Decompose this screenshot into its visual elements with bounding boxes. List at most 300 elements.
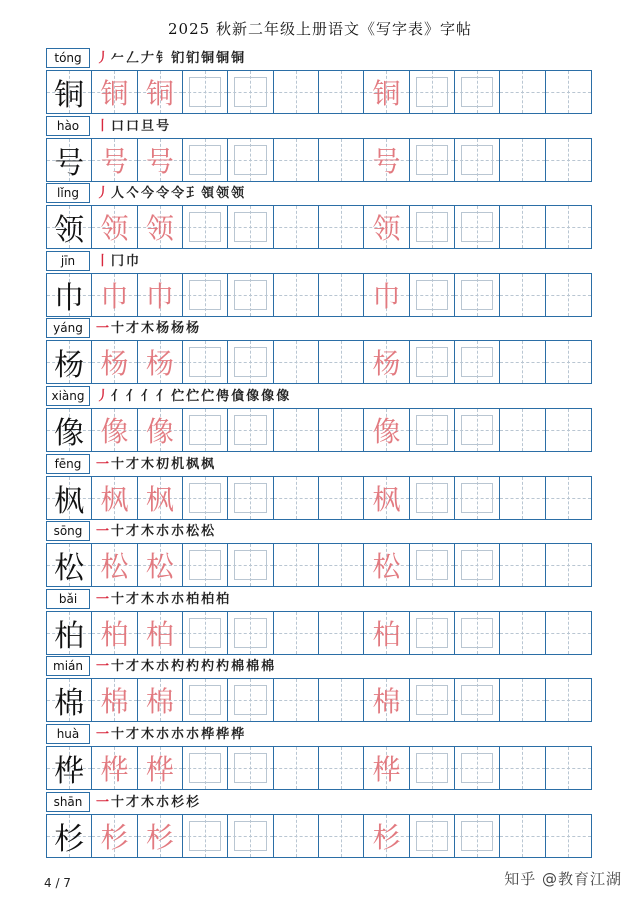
grid-cell[interactable] [455, 612, 500, 654]
inner-guide-box [461, 821, 493, 851]
grid-cell[interactable] [546, 206, 591, 248]
pinyin-label: hào [46, 116, 90, 136]
grid-cell[interactable] [319, 206, 364, 248]
inner-guide-box [416, 415, 448, 445]
grid-cell[interactable] [138, 139, 183, 181]
inner-guide-box [461, 685, 493, 715]
model-character: 柏 [54, 618, 85, 654]
trace-character: 杉 [145, 820, 174, 854]
inner-guide-box [234, 550, 266, 580]
inner-guide-box [416, 550, 448, 580]
stroke-step: 才 [126, 591, 142, 607]
grid-cell[interactable] [546, 409, 591, 451]
writing-grid [46, 476, 592, 520]
grid-cell[interactable] [47, 274, 92, 316]
grid-cell[interactable] [364, 477, 409, 519]
grid-cell[interactable] [228, 544, 273, 586]
grid-cell[interactable] [92, 612, 137, 654]
grid-cell[interactable] [364, 139, 409, 181]
trace-character: 松 [372, 550, 401, 584]
inner-guide-box [416, 483, 448, 513]
grid-cell[interactable] [274, 544, 319, 586]
inner-guide-box [461, 347, 493, 377]
writing-grid [46, 205, 592, 249]
stroke-step: 巾 [126, 253, 142, 269]
grid-cell[interactable] [228, 206, 273, 248]
inner-guide-box [234, 77, 266, 107]
inner-guide-box [461, 550, 493, 580]
grid-cell[interactable] [183, 71, 228, 113]
grid-cell[interactable] [500, 477, 545, 519]
grid-cell[interactable] [274, 206, 319, 248]
stroke-step: 柏 [186, 591, 202, 607]
trace-character: 杨 [100, 347, 129, 381]
trace-character: 棉 [100, 685, 129, 719]
grid-cell[interactable] [228, 747, 273, 789]
grid-cell[interactable] [455, 544, 500, 586]
inner-guide-box [234, 280, 266, 310]
grid-cell[interactable] [455, 815, 500, 857]
grid-cell[interactable] [138, 612, 183, 654]
stroke-step: 才 [126, 659, 142, 675]
grid-cell[interactable] [319, 341, 364, 383]
grid-cell[interactable] [183, 747, 228, 789]
grid-cell[interactable] [455, 71, 500, 113]
stroke-step: 钔 [186, 51, 202, 66]
grid-cell[interactable] [455, 679, 500, 721]
practice-row [46, 318, 592, 386]
trace-character: 领 [100, 212, 129, 246]
grid-cell[interactable] [138, 544, 183, 586]
grid-cell[interactable] [500, 274, 545, 316]
grid-cell[interactable] [546, 747, 591, 789]
stroke-step: 亻 [156, 388, 172, 404]
grid-cell[interactable] [410, 544, 455, 586]
grid-cell[interactable] [183, 139, 228, 181]
grid-cell[interactable] [500, 71, 545, 113]
grid-cell[interactable] [319, 612, 364, 654]
inner-guide-box [234, 145, 266, 175]
grid-cell[interactable] [183, 544, 228, 586]
pinyin-label: fēng [46, 454, 90, 474]
grid-cell[interactable] [410, 679, 455, 721]
stroke-step: 丿 [96, 51, 112, 66]
writing-grid [46, 746, 592, 790]
grid-cell[interactable] [319, 139, 364, 181]
model-character: 像 [54, 415, 85, 451]
grid-cell[interactable] [500, 409, 545, 451]
inner-guide-box [416, 212, 448, 242]
pinyin-label: xiàng [46, 386, 90, 406]
stroke-step: 像 [246, 388, 262, 404]
grid-cell[interactable] [228, 477, 273, 519]
trace-character: 枫 [372, 482, 401, 516]
stroke-order [96, 117, 171, 137]
trace-character: 杨 [145, 347, 174, 381]
inner-guide-box [461, 618, 493, 648]
grid-cell[interactable] [319, 747, 364, 789]
inner-guide-box [189, 77, 221, 107]
trace-character: 柏 [145, 617, 174, 651]
stroke-step: 木 [141, 321, 157, 337]
grid-cell[interactable] [274, 679, 319, 721]
grid-cell[interactable] [183, 409, 228, 451]
grid-cell[interactable] [183, 612, 228, 654]
grid-cell[interactable] [500, 341, 545, 383]
inner-guide-box [189, 212, 221, 242]
inner-guide-box [234, 618, 266, 648]
grid-cell[interactable] [92, 274, 137, 316]
stroke-step: 朩 [171, 591, 187, 607]
grid-cell[interactable] [410, 477, 455, 519]
grid-cell[interactable] [455, 409, 500, 451]
grid-cell[interactable] [47, 206, 92, 248]
grid-cell[interactable] [274, 139, 319, 181]
grid-cell[interactable] [274, 274, 319, 316]
grid-cell[interactable] [364, 815, 409, 857]
inner-guide-box [461, 212, 493, 242]
grid-cell[interactable] [364, 747, 409, 789]
grid-cell[interactable] [274, 477, 319, 519]
practice-row [46, 251, 592, 319]
grid-cell[interactable] [274, 747, 319, 789]
grid-cell[interactable] [455, 747, 500, 789]
practice-row [46, 656, 592, 724]
stroke-step: 朩 [156, 659, 172, 675]
grid-cell[interactable] [410, 612, 455, 654]
practice-row [46, 724, 592, 792]
grid-cell[interactable] [364, 679, 409, 721]
practice-row [46, 183, 592, 251]
grid-cell[interactable] [92, 815, 137, 857]
trace-character: 领 [372, 212, 401, 246]
grid-cell[interactable] [138, 274, 183, 316]
grid-cell[interactable] [364, 274, 409, 316]
stroke-step: 木 [141, 591, 157, 607]
grid-cell[interactable] [92, 477, 137, 519]
inner-guide-box [189, 550, 221, 580]
model-character: 桦 [54, 753, 85, 789]
inner-guide-box [189, 280, 221, 310]
trace-character: 号 [372, 144, 401, 178]
grid-cell[interactable] [138, 206, 183, 248]
stroke-step: 丨 [96, 253, 112, 269]
grid-cell[interactable] [455, 139, 500, 181]
watermark: 知乎 @教育江湖 [504, 870, 622, 888]
grid-cell[interactable] [47, 815, 92, 857]
grid-cell[interactable] [183, 341, 228, 383]
grid-cell[interactable] [546, 139, 591, 181]
stroke-order [96, 455, 216, 475]
writing-grid [46, 814, 592, 858]
grid-cell[interactable] [47, 612, 92, 654]
grid-cell[interactable] [455, 341, 500, 383]
model-character: 杉 [54, 821, 85, 857]
grid-cell[interactable] [92, 679, 137, 721]
grid-cell[interactable] [364, 612, 409, 654]
grid-cell[interactable] [138, 815, 183, 857]
grid-cell[interactable] [319, 815, 364, 857]
grid-cell[interactable] [410, 274, 455, 316]
grid-cell[interactable] [319, 71, 364, 113]
stroke-step: 亻 [141, 388, 157, 404]
stroke-step: 口 [126, 118, 142, 134]
grid-cell[interactable] [546, 544, 591, 586]
grid-cell[interactable] [138, 341, 183, 383]
grid-cell[interactable] [410, 341, 455, 383]
grid-cell[interactable] [274, 815, 319, 857]
pinyin-label: huà [46, 724, 90, 744]
stroke-step: 朩 [156, 524, 172, 540]
grid-cell[interactable] [47, 477, 92, 519]
trace-character: 铜 [145, 77, 174, 110]
grid-cell[interactable] [138, 409, 183, 451]
inner-guide-box [189, 145, 221, 175]
grid-cell[interactable] [364, 544, 409, 586]
grid-cell[interactable] [92, 409, 137, 451]
trace-character: 桦 [372, 752, 401, 786]
stroke-step: 人 [111, 186, 127, 202]
grid-cell[interactable] [546, 815, 591, 857]
stroke-step: 今 [141, 186, 157, 202]
grid-cell[interactable] [410, 747, 455, 789]
stroke-step: 伫 [201, 388, 217, 404]
trace-character: 柏 [100, 617, 129, 651]
grid-cell[interactable] [319, 274, 364, 316]
grid-cell[interactable] [319, 679, 364, 721]
stroke-step: 钔 [171, 51, 187, 66]
inner-guide-box [416, 280, 448, 310]
grid-cell[interactable] [274, 612, 319, 654]
grid-cell[interactable] [364, 341, 409, 383]
pinyin-label: yáng [46, 318, 90, 338]
grid-cell[interactable] [546, 341, 591, 383]
grid-cell[interactable] [500, 544, 545, 586]
stroke-step: 一 [96, 659, 112, 675]
grid-cell[interactable] [92, 747, 137, 789]
grid-cell[interactable] [138, 747, 183, 789]
trace-character: 巾 [372, 279, 401, 313]
grid-cell[interactable] [546, 71, 591, 113]
grid-cell[interactable] [47, 409, 92, 451]
stroke-step: 柏 [216, 591, 232, 607]
grid-cell[interactable] [228, 139, 273, 181]
stroke-step: 朩 [156, 794, 172, 810]
grid-cell[interactable] [92, 544, 137, 586]
grid-cell[interactable] [410, 206, 455, 248]
trace-character: 松 [100, 550, 129, 584]
practice-row [46, 116, 592, 184]
practice-row [46, 48, 592, 116]
inner-guide-box [189, 618, 221, 648]
grid-cell[interactable] [500, 815, 545, 857]
writing-grid [46, 543, 592, 587]
trace-character: 枫 [100, 482, 129, 516]
grid-cell[interactable] [364, 71, 409, 113]
stroke-step: 朩 [186, 726, 202, 742]
stroke-step: 棉 [261, 659, 277, 675]
model-character: 铜 [54, 78, 85, 113]
practice-row [46, 386, 592, 454]
inner-guide-box [234, 415, 266, 445]
grid-cell[interactable] [500, 206, 545, 248]
inner-guide-box [189, 821, 221, 851]
grid-cell[interactable] [410, 409, 455, 451]
model-character: 号 [54, 145, 85, 181]
stroke-step: 才 [126, 321, 142, 337]
trace-character: 棉 [145, 685, 174, 719]
grid-cell[interactable] [319, 544, 364, 586]
stroke-step: 一 [96, 591, 112, 607]
grid-cell[interactable] [183, 815, 228, 857]
writing-grid [46, 340, 592, 384]
stroke-step: 木 [141, 794, 157, 810]
grid-cell[interactable] [319, 409, 364, 451]
stroke-step: 朩 [171, 726, 187, 742]
grid-cell[interactable] [274, 341, 319, 383]
inner-guide-box [189, 483, 221, 513]
trace-character: 杉 [100, 820, 129, 854]
grid-cell[interactable] [500, 139, 545, 181]
grid-cell[interactable] [500, 612, 545, 654]
stroke-step: 松 [201, 524, 217, 540]
inner-guide-box [416, 685, 448, 715]
stroke-step: 伫 [171, 388, 187, 404]
stroke-order [96, 657, 276, 677]
inner-guide-box [189, 685, 221, 715]
trace-character: 桦 [145, 752, 174, 786]
stroke-step: 杓 [201, 659, 217, 675]
grid-cell[interactable] [364, 206, 409, 248]
grid-cell[interactable] [228, 679, 273, 721]
stroke-step: 十 [111, 456, 127, 472]
grid-cell[interactable] [92, 71, 137, 113]
stroke-step: 𤣩 [186, 186, 202, 202]
grid-cell[interactable] [274, 71, 319, 113]
trace-character: 号 [145, 144, 174, 178]
stroke-step: 朷 [156, 456, 172, 472]
stroke-step: 𠂉 [111, 51, 127, 66]
inner-guide-box [461, 280, 493, 310]
pinyin-label: shān [46, 792, 90, 812]
grid-cell[interactable] [228, 274, 273, 316]
grid-cell[interactable] [455, 206, 500, 248]
stroke-step: 枫 [186, 456, 202, 472]
grid-cell[interactable] [546, 274, 591, 316]
inner-guide-box [189, 415, 221, 445]
grid-cell[interactable] [138, 71, 183, 113]
inner-guide-box [416, 821, 448, 851]
stroke-step: 棉 [231, 659, 247, 675]
inner-guide-box [189, 347, 221, 377]
grid-cell[interactable] [47, 71, 92, 113]
grid-cell[interactable] [183, 274, 228, 316]
stroke-order [96, 590, 231, 610]
grid-cell[interactable] [183, 206, 228, 248]
stroke-step: 十 [111, 591, 127, 607]
model-character: 棉 [54, 686, 85, 722]
trace-character: 巾 [145, 279, 174, 313]
stroke-step: 才 [126, 794, 142, 810]
grid-cell[interactable] [92, 206, 137, 248]
grid-cell[interactable] [500, 747, 545, 789]
grid-cell[interactable] [228, 409, 273, 451]
grid-cell[interactable] [364, 409, 409, 451]
grid-cell[interactable] [228, 71, 273, 113]
grid-cell[interactable] [546, 679, 591, 721]
model-character: 枫 [54, 483, 85, 519]
grid-cell[interactable] [500, 679, 545, 721]
writing-grid [46, 408, 592, 452]
grid-cell[interactable] [274, 409, 319, 451]
trace-character: 领 [145, 212, 174, 246]
grid-cell[interactable] [47, 747, 92, 789]
inner-guide-box [234, 347, 266, 377]
stroke-order [96, 319, 201, 339]
stroke-step: 一 [96, 321, 112, 337]
trace-character: 棉 [372, 685, 401, 719]
stroke-order [96, 387, 291, 407]
stroke-step: 杉 [171, 794, 187, 810]
stroke-step: 杓 [186, 659, 202, 675]
grid-cell[interactable] [455, 477, 500, 519]
grid-cell[interactable] [47, 139, 92, 181]
stroke-step: 亻 [111, 388, 127, 404]
stroke-step: 杨 [156, 321, 172, 337]
grid-cell[interactable] [228, 815, 273, 857]
stroke-step: 朩 [156, 591, 172, 607]
grid-cell[interactable] [138, 477, 183, 519]
stroke-step: 一 [96, 456, 112, 472]
grid-cell[interactable] [92, 139, 137, 181]
stroke-step: 才 [126, 726, 142, 742]
model-character: 巾 [54, 280, 85, 316]
stroke-step: 杓 [171, 659, 187, 675]
grid-cell[interactable] [47, 544, 92, 586]
grid-cell[interactable] [228, 612, 273, 654]
grid-cell[interactable] [410, 139, 455, 181]
stroke-step: 杉 [186, 794, 202, 810]
pinyin-label: jīn [46, 251, 90, 271]
grid-cell[interactable] [319, 477, 364, 519]
grid-cell[interactable] [183, 679, 228, 721]
grid-cell[interactable] [47, 341, 92, 383]
grid-cell[interactable] [92, 341, 137, 383]
stroke-step: 旦 [141, 118, 157, 134]
stroke-step: 𠂇 [141, 51, 157, 66]
stroke-step: 松 [186, 524, 202, 540]
stroke-step: 领 [231, 186, 247, 202]
practice-row [46, 792, 592, 860]
grid-cell[interactable] [228, 341, 273, 383]
grid-cell[interactable] [183, 477, 228, 519]
stroke-step: 像 [261, 388, 277, 404]
grid-cell[interactable] [138, 679, 183, 721]
trace-character: 像 [145, 414, 174, 448]
pinyin-label: lǐng [46, 183, 90, 203]
grid-cell[interactable] [410, 71, 455, 113]
practice-row [46, 454, 592, 522]
inner-guide-box [461, 415, 493, 445]
writing-grid [46, 273, 592, 317]
grid-cell[interactable] [546, 477, 591, 519]
grid-cell[interactable] [546, 612, 591, 654]
stroke-order [96, 184, 246, 204]
grid-cell[interactable] [455, 274, 500, 316]
grid-cell[interactable] [47, 679, 92, 721]
grid-cell[interactable] [410, 815, 455, 857]
stroke-step: 令 [171, 186, 187, 202]
